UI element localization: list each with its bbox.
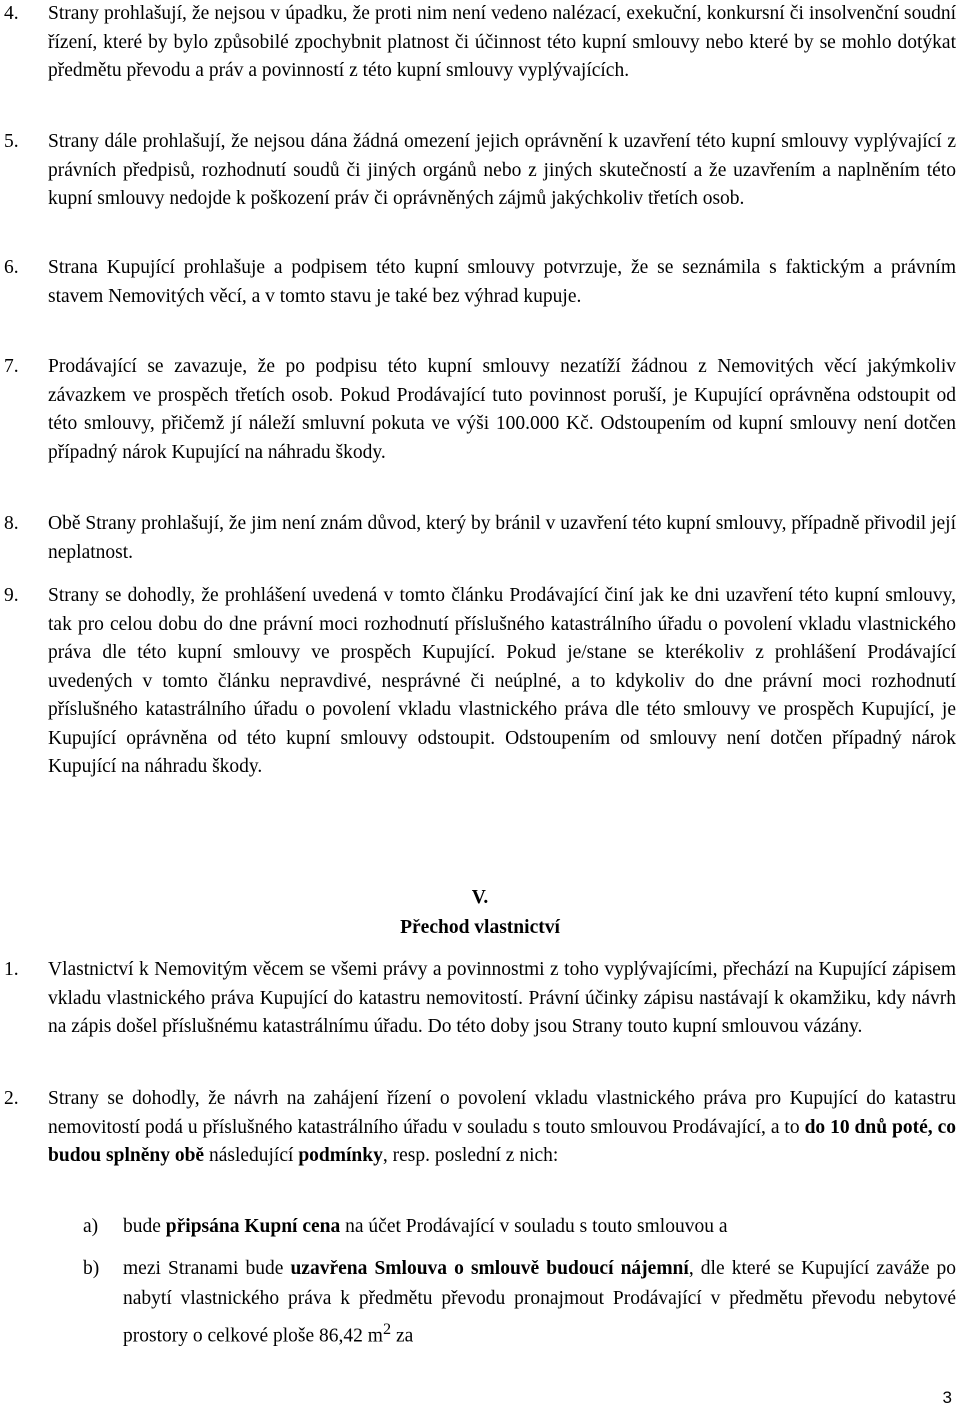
clause-number: 5. — [4, 131, 19, 152]
subclause-b — [83, 1254, 956, 1352]
section-clause-2 — [4, 1085, 956, 1171]
section-number: V. — [471, 887, 489, 908]
clause-number: 9. — [4, 585, 19, 606]
emphasis-deadline: do 10 dnů poté, co budou splněny obě — [48, 1116, 957, 1166]
subclause-text: bude připsána Kupní cena na účet Prodávající v souladu s touto smlouvou a — [123, 1216, 728, 1237]
clause-text: Strany se dohodly, že návrh na zahájení řízení o povolení vkladu vlastnického práva pro Kupující do katastru nemovitostí podá u příslušného katastrálního úřadu v souladu s touto smlouvou Prodávající, a to do 10 dnů poté, co budou splněny obě následující podmínky, resp. poslední z nich: — [48, 1088, 957, 1166]
subclause-a — [83, 1212, 956, 1242]
clause-text: Strany prohlašují, že nejsou v úpadku, že proti nim není vedeno nalézací, exekuční, konkursní či insolvenční soudní řízení, které by bylo způsobilé zpochybnit platnost či účinnost této kupní smlouvy nebo které by se mohlo dotýkat předmětu převodu a práv a povinností z této kupní smlouvy vyplývajících. — [48, 3, 956, 81]
section-title: Přechod vlastnictví — [400, 917, 560, 938]
emphasis-lease-agreement: uzavřena Smlouva o smlouvě budoucí nájemní — [290, 1258, 689, 1279]
clause-text: Strany dále prohlašují, že nejsou dána žádná omezení jejich oprávnění k uzavření této kupní smlouvy vyplývající z právních předpisů, rozhodnutí soudů či jiných orgánů nebo z jiných skutečností a že uzavřením a naplněním této kupní smlouvy nedojde k poškození práv či oprávněných zájmů jakýchkoliv třetích osob. — [48, 131, 956, 209]
clause-number: 8. — [4, 513, 19, 534]
subclause-letter: a) — [83, 1216, 99, 1237]
clause-text: Prodávající se zavazuje, že po podpisu této kupní smlouvy nezatíží žádnou z Nemovitých věcí jakýmkoliv závazkem ve prospěch třetích osob. Pokud Prodávající tuto povinnost poruší, je Kupující oprávněna odstoupit od této smlouvy, přičemž jí náleží smluvní pokuta ve výši 100.000 Kč. Odstoupením od kupní smlouvy není dotčen případný nárok Kupující na náhradu škody. — [48, 356, 956, 463]
clause-8 — [4, 510, 956, 567]
clause-6 — [4, 254, 956, 311]
clause-number: 2. — [4, 1088, 19, 1109]
clause-9 — [4, 582, 956, 782]
clause-number: 4. — [4, 3, 19, 24]
emphasis-purchase-price: připsána Kupní cena — [165, 1216, 341, 1237]
subclause-text: mezi Stranami bude uzavřena Smlouva o smlouvě budoucí nájemní, dle které se Kupující zaváže po nabytí vlastnického práva k předmětu převodu pronajmout Prodávající v předmětu převodu nebytové prostory o celkové ploše 86,42 $m^2$ za — [123, 1258, 956, 1347]
section-clause-1 — [4, 956, 956, 1042]
clause-number: 7. — [4, 356, 19, 377]
clause-text: Strany se dohodly, že prohlášení uvedená v tomto článku Prodávající činí jak ke dni uzavření této kupní smlouvy, tak pro celou dobu do dne právní moci rozhodnutí příslušného katastrálního úřadu o povolení vkladu vlastnického práva dle této kupní smlouvy ve prospěch Kupující. Pokud je/stane se kterékoliv z prohlášení Prodávající uvedených v tomto článku nepravdivé, nesprávné či neúplné, a to kdykoliv do dne právní moci rozhodnutí příslušného katastrálního úřadu o povolení vkladu vlastnického práva dle této smlouvy ve prospěch Kupující, je Kupující oprávněna od této kupní smlouvy odstoupit. Odstoupením od smlouvy není dotčen případný nárok Kupující na náhradu škody. — [48, 585, 956, 777]
clause-text: Strana Kupující prohlašuje a podpisem této kupní smlouvy potvrzuje, že se seznámila s faktickým a právním stavem Nemovitých věcí, a v tomto stavu je také bez výhrad kupuje. — [48, 257, 956, 307]
clause-5 — [4, 128, 956, 214]
superscript: 2 — [382, 1320, 392, 1338]
clause-7 — [4, 353, 956, 467]
clause-text: Vlastnictví k Nemovitým věcem se všemi právy a povinnostmi z toho vyplývajícími, přechází na Kupující zápisem vkladu vlastnického práva Kupující do katastru nemovitostí. Právní účinky zápisu nastávají k okamžiku, kdy návrh na zápis došel příslušnému katastrálnímu úřadu. Do této doby jsou Strany touto kupní smlouvou vázány. — [48, 959, 956, 1037]
clause-number: 6. — [4, 257, 19, 278]
emphasis-conditions: podmínky — [298, 1145, 383, 1166]
clause-text: Obě Strany prohlašují, že jim není znám důvod, který by bránil v uzavření této kupní smlouvy, případně přivodil její neplatnost. — [48, 513, 956, 563]
subclause-letter: b) — [83, 1258, 100, 1279]
clause-4 — [4, 0, 956, 86]
clause-number: 1. — [4, 959, 19, 980]
page-number: 3 — [942, 1388, 952, 1407]
